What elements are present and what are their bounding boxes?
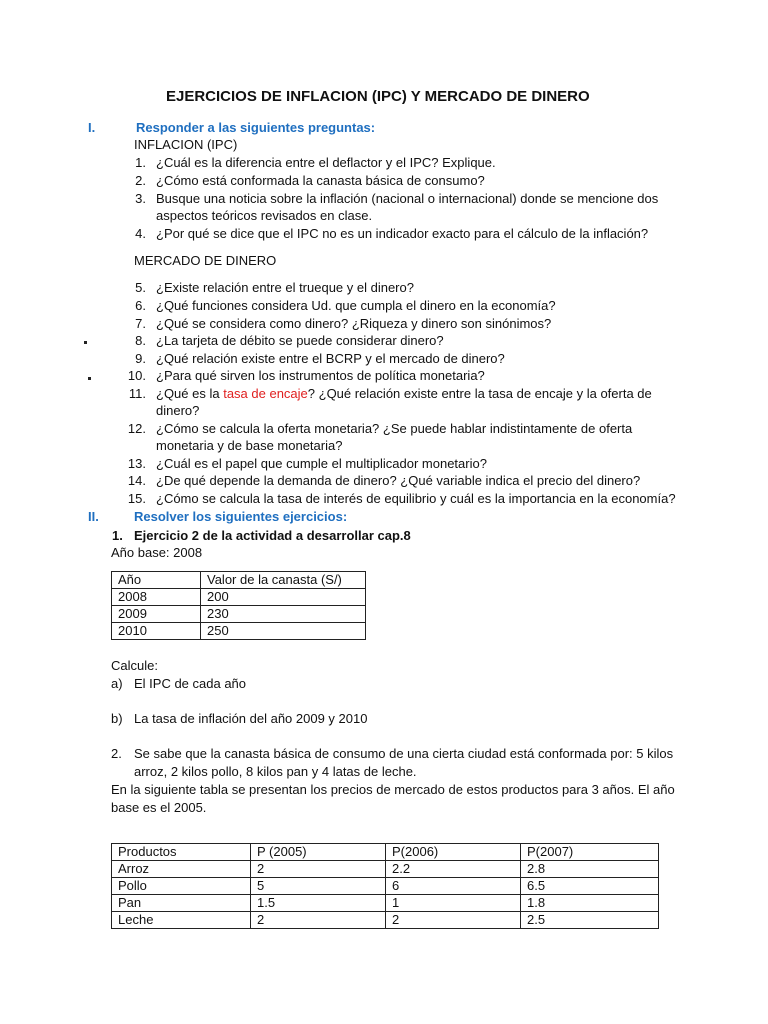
question-number: 15. — [127, 491, 146, 506]
question-number: 12. — [127, 421, 146, 436]
question-text-continued: aspectos teóricos revisados en clase. — [156, 208, 373, 223]
exercise2-number: 2. — [111, 746, 122, 761]
question-text-continued: dinero? — [156, 403, 200, 418]
question-number: 10. — [127, 368, 146, 383]
exercise2-text: Se sabe que la canasta básica de consumo de una cierta ciudad está conformada por: 5 kilos — [134, 746, 674, 761]
table-header-cell: Año — [112, 572, 201, 589]
subheading-mercado: MERCADO DE DINERO — [134, 253, 277, 268]
section2-numeral: II. — [88, 509, 99, 524]
table-cell: 250 — [201, 623, 366, 640]
table-cell: 6 — [386, 878, 521, 895]
section1-heading: Responder a las siguientes preguntas: — [136, 120, 376, 135]
exercise2-text-continued: arroz, 2 kilos pollo, 8 kilos pan y 4 latas de leche. — [134, 764, 417, 779]
section2-heading: Resolver los siguientes ejercicios: — [134, 509, 348, 524]
page-title: EJERCICIOS DE INFLACION (IPC) Y MERCADO DE DINERO — [166, 88, 590, 105]
question-text: ¿Qué relación existe entre el BCRP y el mercado de dinero? — [156, 351, 505, 366]
exercise2-paragraph: En la siguiente tabla se presentan los precios de mercado de estos productos para 3 años. El año — [111, 782, 675, 797]
question-text: ¿Por qué se dice que el IPC no es un indicador exacto para el cálculo de la inflación? — [156, 226, 649, 241]
table-cell: 1.5 — [251, 895, 386, 912]
question-text: ¿Para qué sirven los instrumentos de política monetaria? — [156, 368, 485, 383]
precios-table — [111, 843, 659, 929]
table-header-cell: P(2006) — [386, 844, 521, 861]
table-cell: 200 — [201, 589, 366, 606]
question-number: 9. — [135, 351, 146, 366]
table-row — [112, 912, 659, 929]
table-cell: 2.2 — [386, 861, 521, 878]
table-cell: 2009 — [112, 606, 201, 623]
question-text: ¿Cuál es la diferencia entre el deflactor y el IPC? Explique. — [156, 155, 496, 170]
question-text: ¿Existe relación entre el trueque y el dinero? — [156, 280, 414, 295]
question-text: ¿La tarjeta de débito se puede considerar dinero? — [156, 333, 444, 348]
table-cell: 2008 — [112, 589, 201, 606]
table-header-cell: Productos — [112, 844, 251, 861]
question-number: 4. — [135, 226, 146, 241]
table-header-cell: P(2007) — [521, 844, 659, 861]
table-cell: Leche — [112, 912, 251, 929]
table-cell: 6.5 — [521, 878, 659, 895]
question-text-continued: monetaria y de base monetaria? — [156, 438, 343, 453]
table-header-cell: P (2005) — [251, 844, 386, 861]
table-header-cell: Valor de la canasta (S/) — [201, 572, 366, 589]
question-text: ¿De qué depende la demanda de dinero? ¿Qué variable indica el precio del dinero? — [156, 473, 641, 488]
calcule-label: Calcule: — [111, 658, 158, 673]
question-number: 6. — [135, 298, 146, 313]
bullet-mark — [84, 341, 87, 344]
section1-numeral: I. — [88, 120, 96, 135]
table-cell: 5 — [251, 878, 386, 895]
item-text: La tasa de inflación del año 2009 y 2010 — [134, 711, 368, 726]
question-number: 3. — [135, 191, 146, 206]
subheading-inflacion: INFLACION (IPC) — [134, 137, 238, 152]
table-row — [112, 589, 366, 606]
table-cell: Arroz — [112, 861, 251, 878]
question-number: 7. — [135, 316, 146, 331]
table-row — [112, 895, 659, 912]
item-letter: a) — [111, 676, 123, 691]
question-number: 5. — [135, 280, 146, 295]
question-text — [156, 385, 652, 402]
question-text: ¿Cuál es el papel que cumple el multiplicador monetario? — [156, 456, 487, 471]
question-text: ¿Qué se considera como dinero? ¿Riqueza y dinero son sinónimos? — [156, 316, 552, 331]
question-number: 11. — [128, 386, 146, 401]
table-cell: 2010 — [112, 623, 201, 640]
question-text: Busque una noticia sobre la inflación (nacional o internacional) donde se mencione dos — [156, 191, 659, 206]
item-letter: b) — [111, 711, 123, 726]
question-number: 13. — [127, 456, 146, 471]
question-text-part: ¿Qué es la — [156, 386, 224, 401]
bullet-mark — [88, 377, 91, 380]
question-number: 2. — [135, 173, 146, 188]
table-row — [112, 623, 366, 640]
table-cell: Pan — [112, 895, 251, 912]
table-row — [112, 861, 659, 878]
table-cell: 2.8 — [521, 861, 659, 878]
question-number: 8. — [135, 333, 146, 348]
question-number: 14. — [127, 473, 146, 488]
question-number: 1. — [135, 155, 146, 170]
table-cell: 1 — [386, 895, 521, 912]
exercise1-number: 1. — [112, 528, 123, 543]
table-cell: 2 — [251, 861, 386, 878]
question-text: ¿Cómo se calcula la tasa de interés de equilibrio y cuál es la importancia en la economía? — [156, 491, 676, 506]
table-header-row — [112, 844, 659, 861]
canasta-table — [111, 571, 366, 640]
question-text: ¿Qué funciones considera Ud. que cumpla el dinero en la economía? — [156, 298, 556, 313]
base-year: Año base: 2008 — [111, 545, 203, 560]
table-cell: 230 — [201, 606, 366, 623]
table-cell: 1.8 — [521, 895, 659, 912]
table-header-row — [112, 572, 366, 589]
highlight-tasa-de-encaje: tasa de encaje — [223, 386, 308, 401]
table-cell: 2.5 — [521, 912, 659, 929]
table-cell: Pollo — [112, 878, 251, 895]
exercise2-paragraph: base es el 2005. — [111, 800, 207, 815]
table-cell: 2 — [251, 912, 386, 929]
question-text: ¿Cómo se calcula la oferta monetaria? ¿Se puede hablar indistintamente de oferta — [156, 421, 633, 436]
item-text: El IPC de cada año — [134, 676, 247, 691]
question-text-part: ? ¿Qué relación existe entre la tasa de encaje y la oferta de — [307, 386, 652, 401]
table-cell: 2 — [386, 912, 521, 929]
table-row — [112, 878, 659, 895]
table-row — [112, 606, 366, 623]
exercise1-title: Ejercicio 2 de la actividad a desarrollar cap.8 — [134, 528, 411, 543]
question-text: ¿Cómo está conformada la canasta básica de consumo? — [156, 173, 485, 188]
